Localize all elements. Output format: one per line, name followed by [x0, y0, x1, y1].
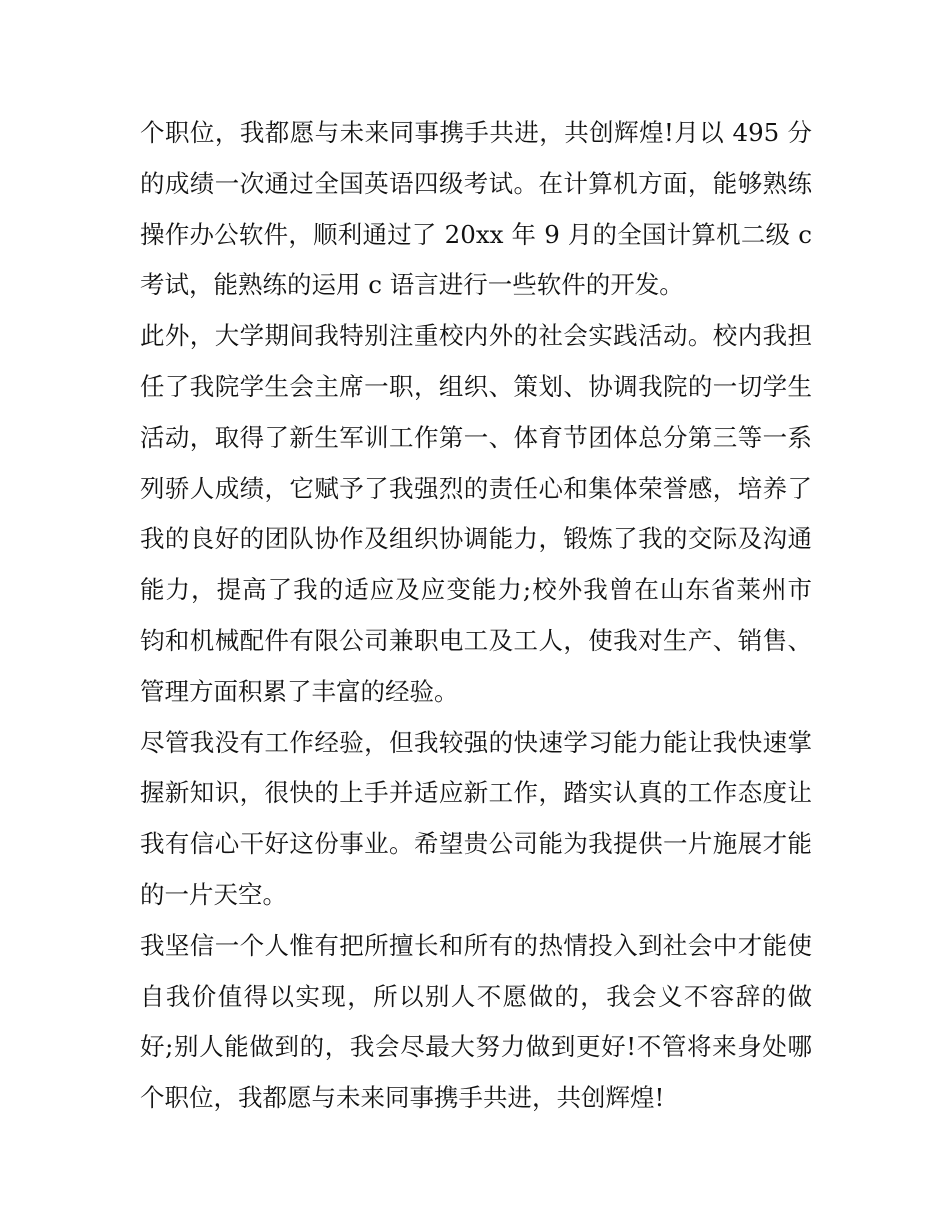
document-body — [140, 108, 812, 1124]
text-line: 尽管我没有工作经验，但我较强的快速学习能力能让我快速掌 — [140, 727, 812, 757]
text-line: 自我价值得以实现，所以别人不愿做的，我会义不容辞的做 — [140, 981, 812, 1011]
text-line: 能力，提高了我的适应及应变能力;校外我曾在山东省莱州市 — [140, 575, 812, 605]
text-line: 我的良好的团队协作及组织协调能力，锻炼了我的交际及沟通 — [140, 524, 812, 554]
text-line: 好;别人能做到的，我会尽最大努力做到更好!不管将来身处哪 — [140, 1032, 812, 1062]
text-line: 的成绩一次通过全国英语四级考试。在计算机方面，能够熟练 — [140, 168, 812, 198]
text-line: 此外，大学期间我特别注重校内外的社会实践活动。校内我担 — [140, 321, 812, 351]
text-line: 我坚信一个人惟有把所擅长和所有的热情投入到社会中才能使 — [140, 930, 812, 960]
text-line: 个职位，我都愿与未来同事携手共进，共创辉煌!月以 495 分 — [140, 118, 812, 147]
text-line: 握新知识，很快的上手并适应新工作，踏实认真的工作态度让 — [140, 778, 812, 808]
text-line: 列骄人成绩，它赋予了我强烈的责任心和集体荣誉感，培养了 — [140, 473, 812, 503]
text-line: 个职位，我都愿与未来同事携手共进，共创辉煌! — [140, 1083, 665, 1113]
text-line: 钧和机械配件有限公司兼职电工及工人，使我对生产、销售、 — [140, 625, 812, 655]
text-line: 活动，取得了新生军训工作第一、体育节团体总分第三等一系 — [140, 422, 812, 452]
text-line: 我有信心干好这份事业。希望贵公司能为我提供一片施展才能 — [140, 829, 812, 859]
text-line: 操作办公软件，顺利通过了 20xx 年 9 月的全国计算机二级 c — [140, 219, 812, 249]
text-line: 任了我院学生会主席一职，组织、策划、协调我院的一切学生 — [140, 371, 812, 401]
text-line: 考试，能熟练的运用 c 语言进行一些软件的开发。 — [140, 270, 684, 300]
text-line: 管理方面积累了丰富的经验。 — [140, 676, 459, 706]
text-line: 的一片天空。 — [140, 879, 287, 909]
